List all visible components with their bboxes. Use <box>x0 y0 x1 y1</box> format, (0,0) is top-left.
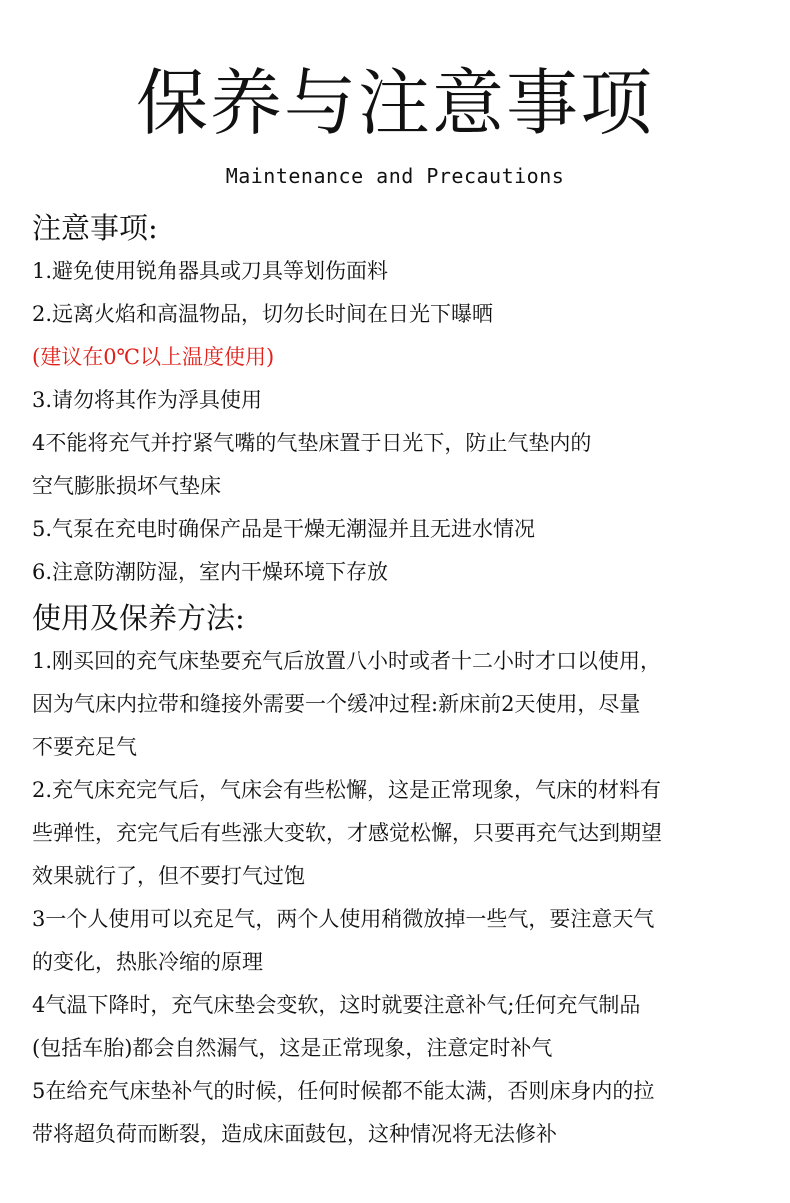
precaution-line: 3.请勿将其作为浮具使用 <box>32 388 263 412</box>
usage-line: 5在给充气床垫补气的时候，任何时候都不能太满，否则床身内的拉 <box>32 1079 655 1103</box>
page-subtitle: Maintenance and Precautions <box>225 164 565 188</box>
usage-line: 3一个人使用可以充足气，两个人使用稍微放掉一些气，要注意天气 <box>32 907 655 931</box>
section-heading-usage-maintenance: 使用及保养方法: <box>32 601 245 635</box>
precaution-line: 6.注意防潮防湿，室内干燥环境下存放 <box>32 560 389 584</box>
precaution-line: 2.远离火焰和高温物品，切勿长时间在日光下曝晒 <box>32 302 494 326</box>
precaution-line: 1.避免使用锐角器具或刀具等划伤面料 <box>32 259 389 283</box>
usage-line: 效果就行了，但不要打气过饱 <box>32 864 305 888</box>
usage-line: 4气温下降时，充气床垫会变软，这时就要注意补气;任何充气制品 <box>32 993 641 1017</box>
usage-line: 1.刚买回的充气床垫要充气后放置八小时或者十二小时才口以使用， <box>32 649 662 673</box>
usage-line: 些弹性，充完气后有些涨大变软，才感觉松懈，只要再充气达到期望 <box>32 821 662 845</box>
precaution-line: 4不能将充气并拧紧气嘴的气垫床置于日光下，防止气垫内的 <box>32 431 592 455</box>
precaution-note-red: (建议在0℃以上温度使用) <box>32 345 275 369</box>
section-heading-precautions: 注意事项: <box>32 211 158 245</box>
usage-line: 的变化，热胀冷缩的原理 <box>32 950 263 974</box>
precaution-line: 5.气泵在充电时确保产品是干燥无潮湿并且无进水情况 <box>32 517 536 541</box>
document-body <box>32 206 772 1156</box>
page-title: 保养与注意事项 <box>135 61 654 145</box>
usage-line: 2.充气床充完气后，气床会有些松懈，这是正常现象，气床的材料有 <box>32 778 662 802</box>
usage-line: 因为气床内拉带和缝接外需要一个缓冲过程:新床前2天使用，尽量 <box>32 692 641 716</box>
precaution-line: 空气膨胀损坏气垫床 <box>32 474 221 498</box>
usage-line: 不要充足气 <box>32 735 137 759</box>
usage-line: (包括车胎)都会自然漏气，这是正常现象，注意定时补气 <box>32 1036 553 1060</box>
usage-line: 带将超负荷而断裂，造成床面鼓包，这种情况将无法修补 <box>32 1122 557 1146</box>
